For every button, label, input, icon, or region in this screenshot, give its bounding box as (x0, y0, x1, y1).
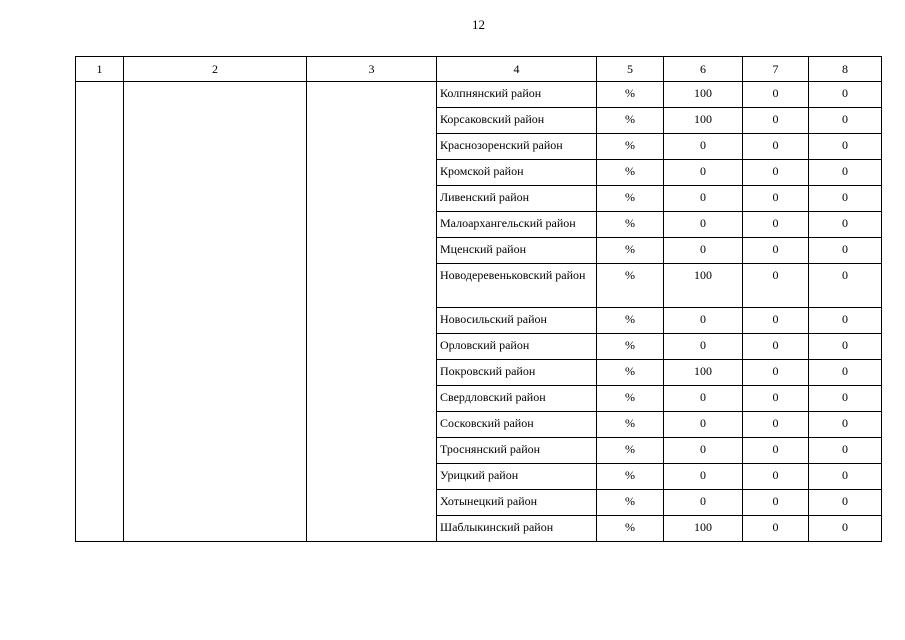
column-header-2: 2 (124, 57, 307, 82)
district-name-cell: Кромской район (437, 160, 597, 186)
district-name-cell: Орловский район (437, 334, 597, 360)
column-header-4: 4 (437, 57, 597, 82)
value-col8-cell: 0 (809, 134, 882, 160)
value-col7-cell: 0 (743, 464, 809, 490)
value-col7-cell: 0 (743, 238, 809, 264)
value-col7-cell: 0 (743, 308, 809, 334)
value-col7-cell: 0 (743, 186, 809, 212)
value-col6-cell: 0 (664, 160, 743, 186)
value-col7-cell: 0 (743, 516, 809, 542)
value-col7-cell: 0 (743, 160, 809, 186)
value-col7-cell: 0 (743, 82, 809, 108)
value-col8-cell: 0 (809, 516, 882, 542)
unit-cell: % (597, 464, 664, 490)
district-name-cell: Корсаковский район (437, 108, 597, 134)
value-col8-cell: 0 (809, 212, 882, 238)
column-header-1: 1 (76, 57, 124, 82)
value-col8-cell: 0 (809, 490, 882, 516)
district-name-cell: Колпнянский район (437, 82, 597, 108)
column-header-3: 3 (307, 57, 437, 82)
district-name-cell: Краснозоренский район (437, 134, 597, 160)
column-header-7: 7 (743, 57, 809, 82)
value-col8-cell: 0 (809, 438, 882, 464)
value-col7-cell: 0 (743, 360, 809, 386)
value-col8-cell: 0 (809, 160, 882, 186)
value-col8-cell: 0 (809, 360, 882, 386)
value-col7-cell: 0 (743, 334, 809, 360)
value-col6-cell: 0 (664, 438, 743, 464)
value-col7-cell: 0 (743, 134, 809, 160)
unit-cell: % (597, 360, 664, 386)
value-col8-cell: 0 (809, 464, 882, 490)
district-name-cell: Свердловский район (437, 386, 597, 412)
district-name-cell: Сосковский район (437, 412, 597, 438)
value-col7-cell: 0 (743, 212, 809, 238)
district-name-cell: Новосильский район (437, 308, 597, 334)
district-name-cell: Троснянский район (437, 438, 597, 464)
district-name-cell: Новодеревеньковский район (437, 264, 597, 308)
unit-cell: % (597, 308, 664, 334)
district-name-cell: Покровский район (437, 360, 597, 386)
value-col7-cell: 0 (743, 386, 809, 412)
district-name-cell: Хотынецкий район (437, 490, 597, 516)
value-col7-cell: 0 (743, 438, 809, 464)
value-col6-cell: 100 (664, 516, 743, 542)
value-col6-cell: 0 (664, 212, 743, 238)
value-col7-cell: 0 (743, 108, 809, 134)
value-col7-cell: 0 (743, 264, 809, 308)
column-3-cell (307, 82, 437, 542)
table-header (76, 57, 882, 82)
column-header-6: 6 (664, 57, 743, 82)
value-col6-cell: 0 (664, 308, 743, 334)
district-name-cell: Малоархангельский район (437, 212, 597, 238)
value-col8-cell: 0 (809, 238, 882, 264)
unit-cell: % (597, 490, 664, 516)
header-row (76, 57, 882, 82)
data-table (75, 56, 882, 542)
unit-cell: % (597, 334, 664, 360)
unit-cell: % (597, 108, 664, 134)
value-col6-cell: 0 (664, 490, 743, 516)
value-col6-cell: 0 (664, 186, 743, 212)
unit-cell: % (597, 264, 664, 308)
value-col6-cell: 100 (664, 360, 743, 386)
unit-cell: % (597, 212, 664, 238)
value-col8-cell: 0 (809, 264, 882, 308)
value-col6-cell: 100 (664, 82, 743, 108)
unit-cell: % (597, 386, 664, 412)
value-col8-cell: 0 (809, 412, 882, 438)
value-col6-cell: 0 (664, 334, 743, 360)
column-2-cell (124, 82, 307, 542)
value-col8-cell: 0 (809, 108, 882, 134)
value-col8-cell: 0 (809, 386, 882, 412)
unit-cell: % (597, 134, 664, 160)
value-col6-cell: 100 (664, 264, 743, 308)
value-col6-cell: 0 (664, 134, 743, 160)
district-name-cell: Шаблыкинский район (437, 516, 597, 542)
column-1-cell (76, 82, 124, 542)
value-col8-cell: 0 (809, 308, 882, 334)
value-col6-cell: 100 (664, 108, 743, 134)
page-number: 12 (472, 17, 485, 32)
value-col6-cell: 0 (664, 238, 743, 264)
table-body (76, 82, 882, 542)
unit-cell: % (597, 186, 664, 212)
unit-cell: % (597, 516, 664, 542)
unit-cell: % (597, 438, 664, 464)
column-header-8: 8 (809, 57, 882, 82)
value-col8-cell: 0 (809, 334, 882, 360)
value-col6-cell: 0 (664, 386, 743, 412)
unit-cell: % (597, 412, 664, 438)
district-name-cell: Ливенский район (437, 186, 597, 212)
district-name-cell: Урицкий район (437, 464, 597, 490)
unit-cell: % (597, 160, 664, 186)
value-col7-cell: 0 (743, 412, 809, 438)
value-col7-cell: 0 (743, 490, 809, 516)
value-col6-cell: 0 (664, 464, 743, 490)
value-col6-cell: 0 (664, 412, 743, 438)
table-row (76, 82, 882, 108)
unit-cell: % (597, 238, 664, 264)
value-col8-cell: 0 (809, 82, 882, 108)
district-name-cell: Мценский район (437, 238, 597, 264)
value-col8-cell: 0 (809, 186, 882, 212)
column-header-5: 5 (597, 57, 664, 82)
unit-cell: % (597, 82, 664, 108)
